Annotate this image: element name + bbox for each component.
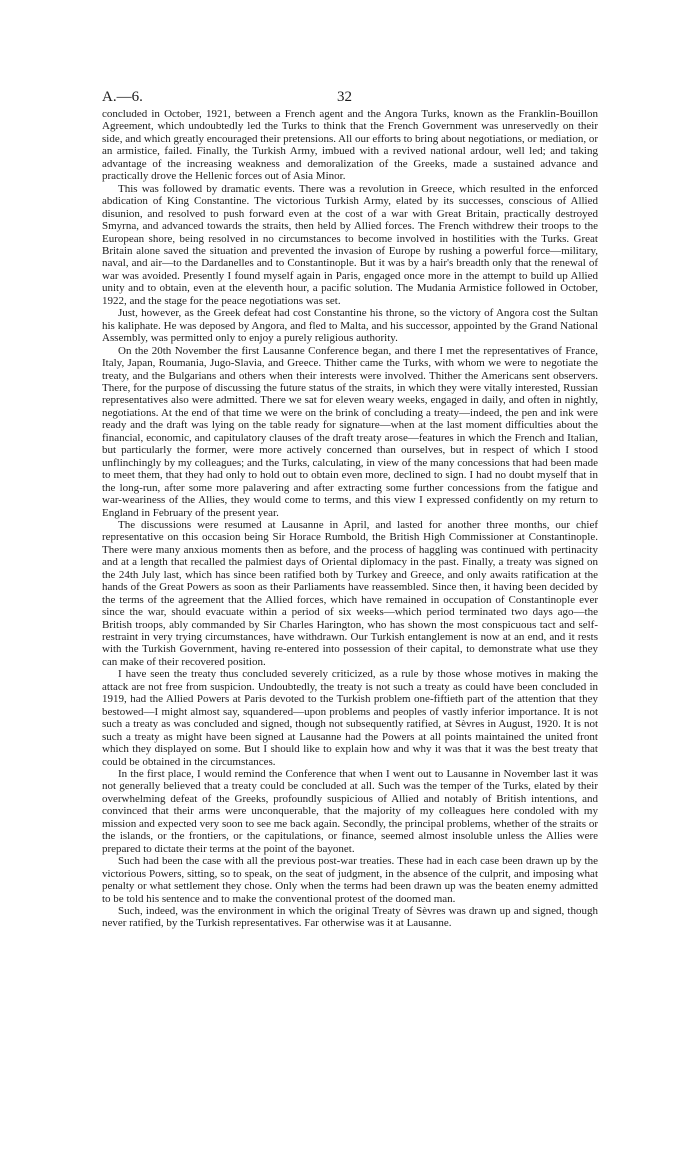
paragraph-8: Such had been the case with all the previous post-war treaties. These had in each case been drawn up by the victorious Powers, sitting, so to speak, on the seat of judgment, in the absence of the culprit, and imposing what penalty or what settlement they chose. Only when the terms had been drawn up was the beaten enemy admitted to be told his sentence and to make the conventional protest of the doomed man. — [102, 855, 598, 905]
paragraph-5: The discussions were resumed at Lausanne in April, and lasted for another three months, our chief representative on this occasion being Sir Horace Rumbold, the British High Commissioner at Constantinople. There were many anxious moments then as before, and the process of haggling was continued with pertinacity and at a length that recalled the palmiest days of Oriental diplomacy in the past. Finally, a treaty was signed on the 24th July last, which has since been ratified both by Turkey and Greece, and only awaits ratification at the hands of the Great Powers as soon as their Parliaments have reassembled. Since then, it having been decided by the terms of the agreement that the Allied forces, which have remained in occupation of Constantinople ever since the war, should evacuate within a period of six weeks—which period terminated two days ago—the British troops, ably commanded by Sir Charles Harington, who has shown the most conspicuous tact and self-restraint in very trying circumstances, have withdrawn. Our Turkish entanglement is now at an end, and it rests with the Turkish Government, having re-entered into possession of their capital, to demonstrate what use they can make of their recovered position. — [102, 518, 598, 668]
page-header — [102, 86, 598, 108]
paragraph-7: In the first place, I would remind the Conference that when I went out to Lausanne in November last it was not generally believed that a treaty could be concluded at all. Such was the temper of the Turks, elated by their overwhelming defeat of the Greeks, profoundly suspicious of Allied and notably of British intentions, and convinced that their arms were unconquerable, that the majority of my colleagues here condoled with my mission and expected very soon to see me back again. Secondly, the principal problems, whether of the straits or the islands, or the frontiers, or the capitulations, or finance, seemed almost insoluble unless the Allies were prepared to dictate their terms at the point of the bayonet. — [102, 768, 598, 855]
document-reference: A.—6. — [102, 89, 143, 105]
paragraph-9: Such, indeed, was the environment in which the original Treaty of Sèvres was drawn up and signed, though never ratified, by the Turkish representatives. Far otherwise was it at Lausanne. — [102, 905, 598, 930]
paragraph-3: Just, however, as the Greek defeat had cost Constantine his throne, so the victory of Angora cost the Sultan his kaliphate. He was deposed by Angora, and fled to Malta, and his successor, appointed by the Grand National Assembly, was permitted only to enjoy a purely religious authority. — [102, 307, 598, 345]
body-text — [102, 108, 598, 930]
paragraph-2: This was followed by dramatic events. There was a revolution in Greece, which resulted in the enforced abdication of King Constantine. The victorious Turkish Army, elated by its successes, conscious of Allied disunion, and resolved to push forward even at the cost of a war with Great Britain, practically destroyed Smyrna, and advanced towards the straits, then held by Allied forces. The French withdrew their troops to the European shore, being resolved in no circumstances to become involved in hostilities with the Turks. Great Britain alone saved the situation and prevented the invasion of Europe by rushing a powerful force—military, naval, and air—to the Dardanelles and to Constantinople. But it was by a hair's breadth only that the renewal of war was avoided. Presently I found myself again in Paris, engaged once more in the attempt to build up Allied unity and to obtain, even at the eleventh hour, a pacific solution. The Mudania Armistice followed in October, 1922, and the stage for the peace negotiations was set. — [102, 182, 598, 307]
page-number: 32 — [337, 89, 352, 105]
paragraph-4: On the 20th November the first Lausanne Conference began, and there I met the representatives of France, Italy, Japan, Roumania, Jugo-Slavia, and Greece. Thither came the Turks, with whom we were to negotiate the treaty, and the Bulgarians and others when their interests were involved. Thither the Americans sent observers. There, for the purpose of discussing the future status of the straits, in which they were vitally interested, Russian representatives also were admitted. There we sat for eleven weary weeks, engaged in daily, and often in nightly, negotiations. At the end of that time we were on the brink of concluding a treaty—indeed, the pen and ink were ready and the draft was lying on the table ready for signature—when at the last moment difficulties about the financial, economic, and capitulatory clauses of the draft treaty arose—features in which the French and Italian, but particularly the former, were more actively concerned than ourselves, but in respect of which I stood unflinchingly by my colleagues; and the Turks, calculating, in view of the many concessions that had been made to meet them, that they had only to hold out to obtain even more, declined to sign. I had no doubt myself that in the long-run, after some more palavering and after extracting some further concessions from the fatigue and war-weariness of the Allies, they would come to terms, and this view I expressed confidently on my return to England in February of the present year. — [102, 344, 598, 519]
paragraph-1: concluded in October, 1921, between a French agent and the Angora Turks, known as the Franklin-Bouillon Agreement, which undoubtedly led the Turks to think that the French Government was unreservedly on their side, and which greatly encouraged their pretensions. All our efforts to bring about negotiations, or mediation, or an armistice, failed. Finally, the Turkish Army, imbued with a revived national ardour, well led; and taking advantage of the increasing weakness and demoralization of the Greeks, made a sustained advance and practically drove the Hellenic forces out of Asia Minor. — [102, 108, 598, 183]
paragraph-6: I have seen the treaty thus concluded severely criticized, as a rule by those whose motives in making the attack are not free from suspicion. Undoubtedly, the treaty is not such a treaty as could have been concluded in 1919, had the Allied Powers at Paris devoted to the Turkish problem one-fiftieth part of the attention that they bestowed—I might almost say, squandered—upon problems and peoples of vastly inferior importance. It is not such a treaty as was concluded and signed, though not subsequently ratified, at Sèvres in August, 1920. It is not such a treaty as might have been signed at Lausanne had the Powers at all points maintained the united front which they displayed on some. But I should like to explain how and why it was that it was the best treaty that could be obtained in the circumstances. — [102, 668, 598, 768]
